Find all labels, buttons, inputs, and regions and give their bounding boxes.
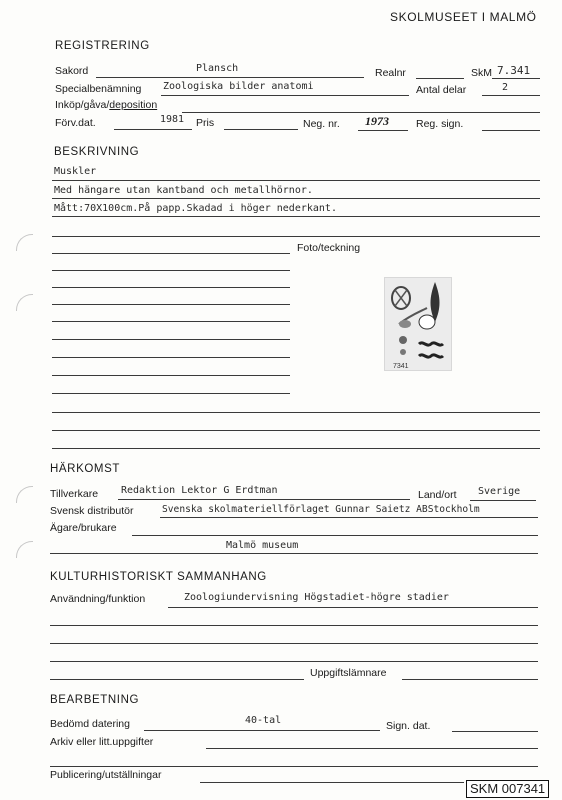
pris-label: Pris [196,117,215,129]
special-value: Zoologiska bilder anatomi [163,81,314,92]
section-beskrivning: BESKRIVNING [54,146,140,158]
landort-value: Sverige [478,486,521,497]
distributor-value: Svenska skolmateriellförlaget Gunnar Saietz ABStockholm [162,504,480,515]
object-photo [384,277,452,371]
catalog-stamp: SKM 007341 [466,780,549,798]
forv-label: Förv.dat. [55,117,96,129]
punch-hole [16,486,33,503]
inkop-label: Inköp/gåva/deposition [55,99,158,111]
punch-hole [16,294,33,311]
museum-title: SKOLMUSEET I MALMÖ [390,10,537,24]
section-kultur: KULTURHISTORISKT SAMMANHANG [50,571,267,583]
photo-caption: 7341 [393,363,409,370]
publicering-label: Publicering/utställningar [50,769,162,781]
realnr-label: Realnr [375,67,406,79]
uppgift-label: Uppgiftslämnare [310,667,387,679]
sakord-value: Plansch [196,63,239,74]
section-harkomst: HÄRKOMST [50,463,120,475]
distributor-label: Svensk distributör [50,505,134,517]
skm-label: SkM [471,67,492,79]
tillverkare-label: Tillverkare [50,488,99,500]
sakord-label: Sakord [55,65,89,77]
sign-label: Sign. dat. [386,720,431,732]
datering-label: Bedömd datering [50,718,130,730]
neg-label: Neg. nr. [303,118,340,130]
beskrivning-line2: Med hängare utan kantband och metallhörnor. [54,185,313,196]
beskrivning-line1: Muskler [54,166,97,177]
special-label: Specialbenämning [55,83,142,95]
punch-hole [16,234,33,251]
landort-label: Land/ort [418,489,457,501]
agare-label: Ägare/brukare [50,522,117,534]
agare-value: Malmö museum [226,540,299,551]
section-bearbetning: BEARBETNING [50,694,140,706]
regsign-label: Reg. sign. [416,118,464,130]
antal-value: 2 [502,82,509,93]
datering-value: 40-tal [245,715,282,726]
anvandning-label: Användning/funktion [50,593,146,605]
anatomy-plate-image [385,278,451,370]
forv-value: 1981 [160,114,185,125]
anvandning-value: Zoologiundervisning Högstadiet-högre stadier [184,592,449,603]
section-registrering: REGISTRERING [55,40,150,52]
tillverkare-value: Redaktion Lektor G Erdtman [121,485,278,496]
neg-value: 1973 [365,114,389,128]
arkiv-label: Arkiv eller litt.uppgifter [50,736,154,748]
foto-label: Foto/teckning [297,242,361,254]
beskrivning-line3: Mått:70X100cm.På papp.Skadad i höger nederkant. [54,203,337,214]
punch-hole [16,541,33,558]
antal-label: Antal delar [416,84,467,96]
skm-value: 7.341 [497,64,531,77]
